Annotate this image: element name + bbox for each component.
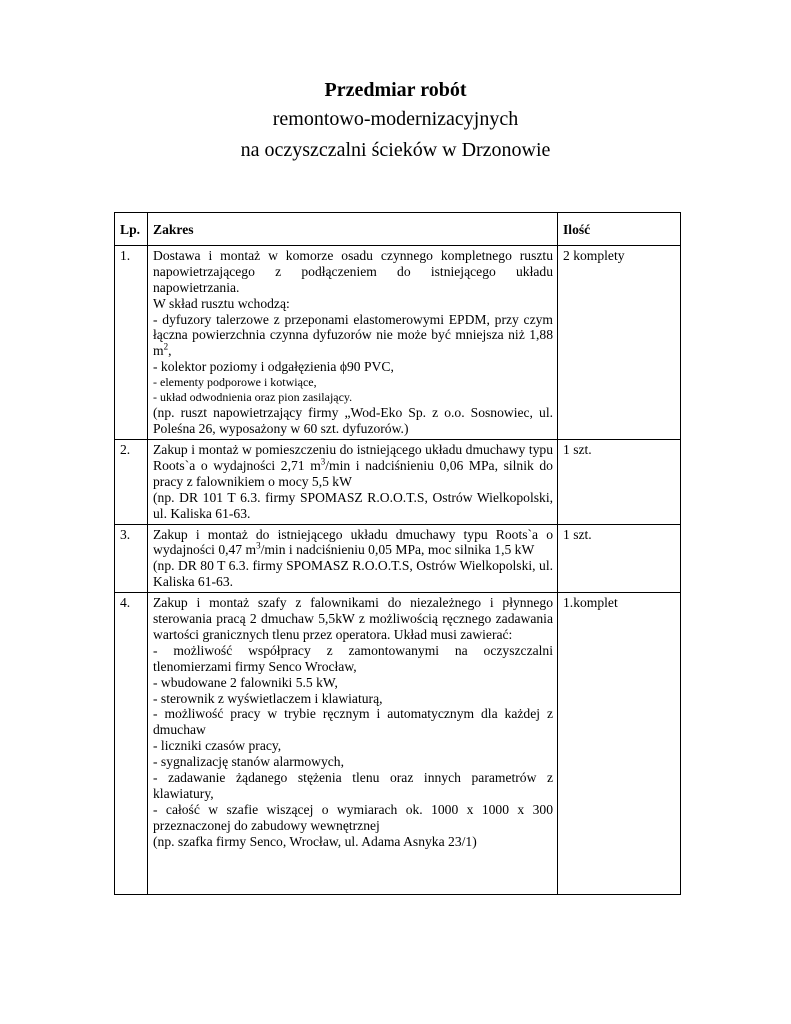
superscript: 3 — [320, 456, 326, 467]
row-quantity: 2 komplety — [558, 245, 681, 439]
scope-text: /min i nadciśnieniu 0,06 MPa, silnik do pracy z falownikiem o mocy 5,5 kW — [153, 457, 553, 489]
row-number: 1. — [115, 245, 148, 439]
scope-paragraph: - zadawanie żądanego stężenia tlenu oraz innych parametrów z klawiatury, — [153, 770, 553, 801]
row-quantity: 1.komplet — [558, 593, 681, 895]
row-scope — [148, 245, 558, 439]
table-row — [115, 524, 681, 593]
row-scope — [148, 524, 558, 593]
scope-paragraph: - wbudowane 2 falowniki 5.5 kW, — [153, 674, 338, 690]
scope-paragraph: (np. DR 101 T 6.3. firmy SPOMASZ R.O.O.T.S, Ostrów Wielkopolski, ul. Kaliska 61-63. — [153, 489, 553, 521]
row-quantity: 1 szt. — [558, 439, 681, 524]
row-number: 3. — [115, 524, 148, 593]
scope-paragraph: (np. DR 80 T 6.3. firmy SPOMASZ R.O.O.T.S, Ostrów Wielkopolski, ul. Kaliska 61-63. — [153, 558, 553, 590]
scope-paragraph: - elementy podporowe i kotwiące, — [153, 375, 317, 390]
table-header-row — [115, 213, 681, 246]
row-quantity: 1 szt. — [558, 524, 681, 593]
scope-paragraph: Zakup i montaż szafy z falownikami do niezależnego i płynnego sterowania pracą 2 dmuchaw 5,5kW z możliwością ręcznego zadawania wartości granicznych tlenu przez operatora. Układ musi zawierać: — [153, 595, 553, 642]
document-subtitle-line2: na oczyszczalni ścieków w Drzonowie — [240, 139, 551, 161]
header-zakres: Zakres — [148, 213, 558, 246]
scope-paragraph: - sterownik z wyświetlaczem i klawiaturą, — [153, 690, 383, 706]
row-number: 4. — [115, 593, 148, 895]
document-title: Przedmiar robót — [324, 79, 467, 101]
header-lp: Lp. — [115, 213, 148, 246]
document-header — [0, 76, 791, 166]
scope-text: , — [168, 343, 172, 359]
table-row — [115, 593, 681, 895]
scope-text: Zakup i montaż do istniejącego układu dmuchawy typu Roots`a o wydajności 0,47 m — [153, 526, 553, 558]
scope-paragraph: (np. ruszt napowietrzający firmy „Wod-Eko Sp. z o.o. Sosnowiec, ul. Poleśna 26, wyposażony w 60 szt. dyfuzorów.) — [153, 405, 553, 437]
works-table — [114, 212, 681, 895]
scope-text: /min i nadciśnieniu 0,05 MPa, moc silnika 1,5 kW — [260, 542, 535, 558]
table-row — [115, 439, 681, 524]
scope-paragraph: - całość w szafie wiszącej o wymiarach ok. 1000 x 1000 x 300 przeznaczonej do zabudowy wewnętrznej — [153, 801, 553, 833]
scope-paragraph — [153, 527, 553, 559]
scope-paragraph: (np. szafka firmy Senco, Wrocław, ul. Adama Asnyka 23/1) — [153, 833, 477, 849]
superscript: 3 — [256, 540, 261, 551]
row-scope — [148, 439, 558, 524]
scope-paragraph: - możliwość współpracy z zamontowanymi na oczyszczalni tlenomierzami firmy Senco Wrocław, — [153, 642, 553, 674]
scope-paragraph: - układ odwodnienia oraz pion zasilający. — [153, 390, 353, 405]
scope-paragraph — [153, 442, 553, 490]
scope-paragraph: - sygnalizację stanów alarmowych, — [153, 754, 344, 770]
scope-paragraph — [153, 312, 553, 360]
scope-paragraph: - możliwość pracy w trybie ręcznym i automatycznym dla każdej z dmuchaw — [153, 706, 553, 738]
scope-paragraph: Dostawa i montaż w komorze osadu czynnego kompletnego rusztu napowietrzającego z podłączeniem do istniejącego układu napowietrzania. — [153, 247, 553, 295]
row-scope — [148, 593, 558, 895]
row-number: 2. — [115, 439, 148, 524]
table-row — [115, 245, 681, 439]
document-subtitle-line1: remontowo-modernizacyjnych — [272, 108, 519, 130]
scope-paragraph: - liczniki czasów pracy, — [153, 738, 282, 754]
scope-text: - dyfuzory talerzowe z przeponami elastomerowymi EPDM, przy czym łączna powierzchnia czynna dyfuzorów nie może być mniejsza niż 1,88 m — [153, 311, 553, 359]
superscript: 2 — [163, 341, 169, 352]
scope-paragraph: - kolektor poziomy i odgałęzienia ϕ90 PVC, — [153, 359, 394, 375]
header-ilosc: Ilość — [558, 213, 681, 246]
scope-paragraph: W skład rusztu wchodzą: — [153, 295, 290, 311]
scope-text: Zakup i montaż w pomieszczeniu do istniejącego układu dmuchawy typu Roots`a o wydajności 2,71 m — [153, 441, 553, 473]
